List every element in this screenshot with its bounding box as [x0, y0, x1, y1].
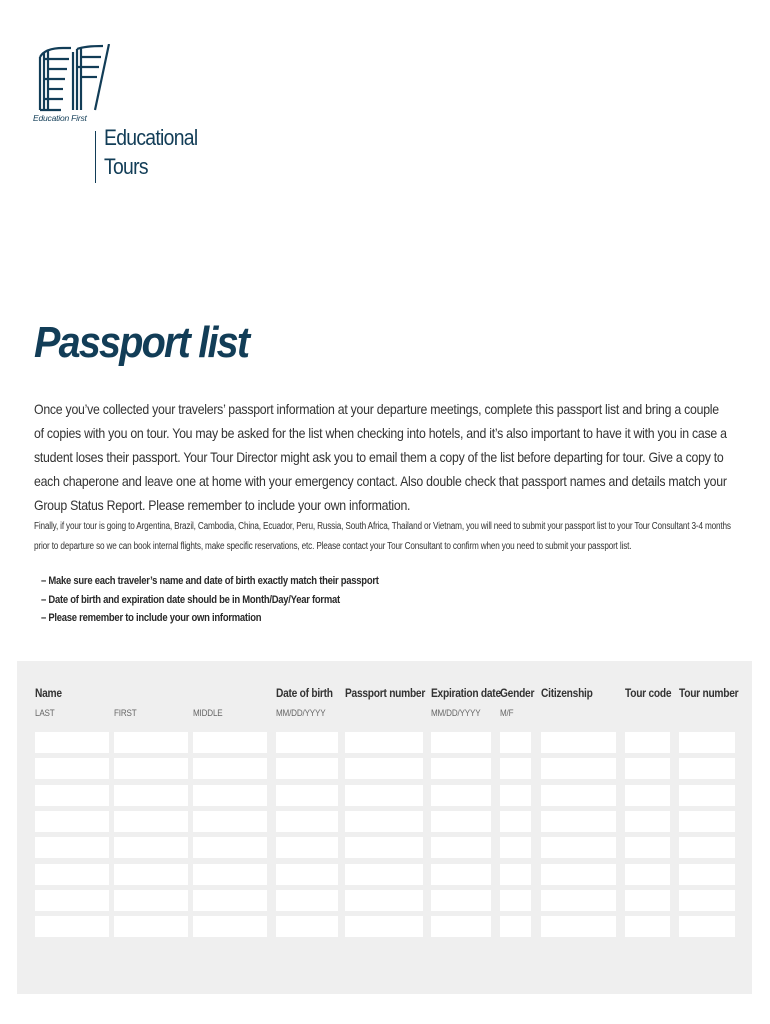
gender-field[interactable] — [500, 864, 531, 885]
passport-number-field[interactable] — [345, 916, 423, 937]
expiration-date-field[interactable] — [431, 758, 491, 779]
middle-name-field[interactable] — [193, 811, 267, 832]
middle-name-field[interactable] — [193, 890, 267, 911]
tour-code-field[interactable] — [625, 811, 670, 832]
instruction-item: – Please remember to include your own information — [41, 612, 262, 624]
passport-number-field[interactable] — [345, 864, 423, 885]
expiration-date-field[interactable] — [431, 864, 491, 885]
passport-number-field[interactable] — [345, 785, 423, 806]
citizenship-field[interactable] — [541, 758, 616, 779]
last-name-field[interactable] — [35, 837, 109, 858]
gender-field[interactable] — [500, 785, 531, 806]
dob-field[interactable] — [276, 811, 338, 832]
header-citizenship: Citizenship — [541, 686, 593, 700]
subheader-middle: MIDDLE — [193, 708, 223, 719]
first-name-field[interactable] — [114, 837, 188, 858]
passport-number-field[interactable] — [345, 758, 423, 779]
first-name-field[interactable] — [114, 811, 188, 832]
tour-number-field[interactable] — [679, 732, 735, 753]
last-name-field[interactable] — [35, 916, 109, 937]
passport-number-field[interactable] — [345, 732, 423, 753]
middle-name-field[interactable] — [193, 758, 267, 779]
tour-code-field[interactable] — [625, 758, 670, 779]
header-name: Name — [35, 686, 62, 700]
dob-field[interactable] — [276, 890, 338, 911]
tour-code-field[interactable] — [625, 732, 670, 753]
note-paragraph: Finally, if your tour is going to Argentina, Brazil, Cambodia, China, Ecuador, Peru, Russia, South Africa, Thailand or Vietnam, you will need to submit your passport list to your Tour Consultant 3-4 months prior to departure so we can book internal flights, make specific reservations, etc. Please contact your Tour Consultant to confirm when you need to submit your passport list. — [34, 521, 731, 552]
instruction-item: – Make sure each traveler’s name and date of birth exactly match their passport — [41, 575, 379, 587]
tour-number-field[interactable] — [679, 864, 735, 885]
subheader-last: LAST — [35, 708, 55, 719]
header-tour-number: Tour number — [679, 686, 739, 700]
dob-field[interactable] — [276, 916, 338, 937]
last-name-field[interactable] — [35, 758, 109, 779]
subheader-exp-format: MM/DD/YYYY — [431, 708, 481, 719]
last-name-field[interactable] — [35, 890, 109, 911]
citizenship-field[interactable] — [541, 785, 616, 806]
first-name-field[interactable] — [114, 785, 188, 806]
first-name-field[interactable] — [114, 732, 188, 753]
first-name-field[interactable] — [114, 758, 188, 779]
first-name-field[interactable] — [114, 890, 188, 911]
passport-number-field[interactable] — [345, 837, 423, 858]
middle-name-field[interactable] — [193, 732, 267, 753]
header-dob: Date of birth — [276, 686, 333, 700]
header-expiration: Expiration date — [431, 686, 501, 700]
citizenship-field[interactable] — [541, 890, 616, 911]
gender-field[interactable] — [500, 811, 531, 832]
citizenship-field[interactable] — [541, 732, 616, 753]
tour-number-field[interactable] — [679, 916, 735, 937]
tour-code-field[interactable] — [625, 785, 670, 806]
passport-number-field[interactable] — [345, 811, 423, 832]
citizenship-field[interactable] — [541, 916, 616, 937]
gender-field[interactable] — [500, 837, 531, 858]
gender-field[interactable] — [500, 758, 531, 779]
last-name-field[interactable] — [35, 811, 109, 832]
instructions-list — [41, 572, 379, 628]
intro-paragraph: Once you’ve collected your travelers’ passport information at your departure meetings, complete this passport list and bring a couple of copies with you on tour. You may be asked for the list when checking into hotels, and it’s also important to have it with you in case a student loses their passport. Your Tour Director might ask you to email them a copy of the list before departing for tour. Give a copy to each chaperone and leave one at home with your emergency contact. Also double check that passport names and details match your Group Status Report. Please remember to include your own information. — [34, 401, 727, 513]
header-tour-code: Tour code — [625, 686, 672, 700]
dob-field[interactable] — [276, 732, 338, 753]
tour-number-field[interactable] — [679, 811, 735, 832]
gender-field[interactable] — [500, 890, 531, 911]
brand-tagline: Education First — [33, 113, 87, 123]
instruction-item: – Date of birth and expiration date should be in Month/Day/Year format — [41, 593, 340, 606]
middle-name-field[interactable] — [193, 785, 267, 806]
last-name-field[interactable] — [35, 864, 109, 885]
middle-name-field[interactable] — [193, 864, 267, 885]
subheader-first: FIRST — [114, 708, 137, 719]
tour-number-field[interactable] — [679, 890, 735, 911]
tour-number-field[interactable] — [679, 785, 735, 806]
header-passport: Passport number — [345, 686, 426, 700]
passport-number-field[interactable] — [345, 890, 423, 911]
first-name-field[interactable] — [114, 916, 188, 937]
tour-number-field[interactable] — [679, 837, 735, 858]
tour-code-field[interactable] — [625, 864, 670, 885]
expiration-date-field[interactable] — [431, 811, 491, 832]
expiration-date-field[interactable] — [431, 916, 491, 937]
dob-field[interactable] — [276, 837, 338, 858]
page-title: Passport list — [34, 318, 249, 367]
citizenship-field[interactable] — [541, 811, 616, 832]
brand-line2: Tours — [104, 154, 148, 179]
dob-field[interactable] — [276, 785, 338, 806]
tour-number-field[interactable] — [679, 758, 735, 779]
tour-code-field[interactable] — [625, 890, 670, 911]
middle-name-field[interactable] — [193, 837, 267, 858]
expiration-date-field[interactable] — [431, 732, 491, 753]
dob-field[interactable] — [276, 758, 338, 779]
subheader-gender-format: M/F — [500, 708, 514, 719]
subheader-dob-format: MM/DD/YYYY — [276, 708, 326, 719]
middle-name-field[interactable] — [193, 916, 267, 937]
gender-field[interactable] — [500, 916, 531, 937]
expiration-date-field[interactable] — [431, 785, 491, 806]
tour-code-field[interactable] — [625, 916, 670, 937]
citizenship-field[interactable] — [541, 864, 616, 885]
first-name-field[interactable] — [114, 864, 188, 885]
citizenship-field[interactable] — [541, 837, 616, 858]
brand-line1: Educational — [104, 125, 198, 150]
expiration-date-field[interactable] — [431, 890, 491, 911]
brand-divider — [95, 131, 96, 183]
ef-logo-mark-icon — [33, 44, 113, 114]
gender-field[interactable] — [500, 732, 531, 753]
expiration-date-field[interactable] — [431, 837, 491, 858]
dob-field[interactable] — [276, 864, 338, 885]
last-name-field[interactable] — [35, 732, 109, 753]
tour-code-field[interactable] — [625, 837, 670, 858]
last-name-field[interactable] — [35, 785, 109, 806]
header-gender: Gender — [500, 686, 535, 700]
